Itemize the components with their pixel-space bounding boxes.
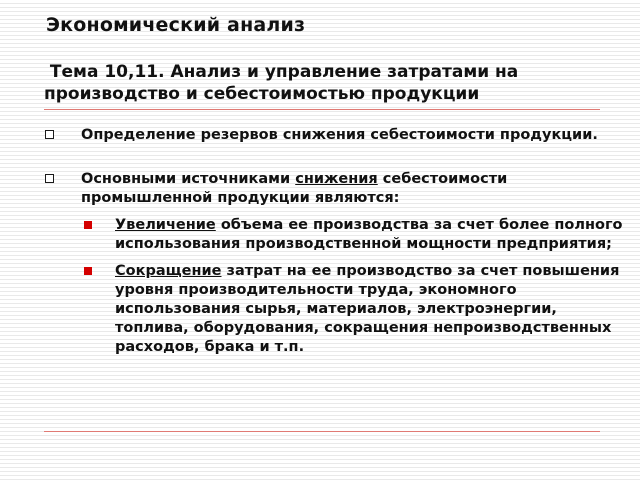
hollow-square-bullet-icon [45, 174, 54, 183]
sub-bullet-list [84, 216, 624, 357]
sub-item-keyword: Сокращение [115, 263, 222, 279]
top-divider [44, 109, 600, 110]
bullet-text-end: себестоимости промышленной продукции являются: [81, 171, 508, 206]
sub-item-reduction [84, 262, 624, 357]
sub-item-text: объема ее производства за счет более полного использования производственной мощности предприятия; [115, 217, 623, 252]
slide-subtitle: Тема 10,11. Анализ и управление затратами на производство и себестоимостью продукции [44, 62, 525, 104]
sub-item-increase [84, 216, 624, 254]
red-square-bullet-icon [84, 221, 92, 229]
sub-item-text: затрат на ее производство за счет повышения уровня производительности труда, экономного использования сырья, материалов, электроэнергии, топлива, оборудования, сокращения непроизводственных расходов, брака и т.п. [115, 263, 620, 355]
bullet-text: Определение резервов снижения себестоимости продукции. [81, 127, 598, 143]
bullet-underlined-word: снижения [295, 171, 378, 187]
bullet-text-start: Основными источниками [81, 171, 296, 187]
slide-content [44, 126, 624, 357]
sub-item-keyword: Увеличение [115, 217, 216, 233]
bullet-item-sources [44, 170, 624, 357]
bullet-item-reserves [44, 126, 624, 145]
red-square-bullet-icon [84, 267, 92, 275]
bottom-divider [44, 431, 600, 432]
slide-title: Экономический анализ [46, 14, 306, 36]
hollow-square-bullet-icon [45, 130, 54, 139]
